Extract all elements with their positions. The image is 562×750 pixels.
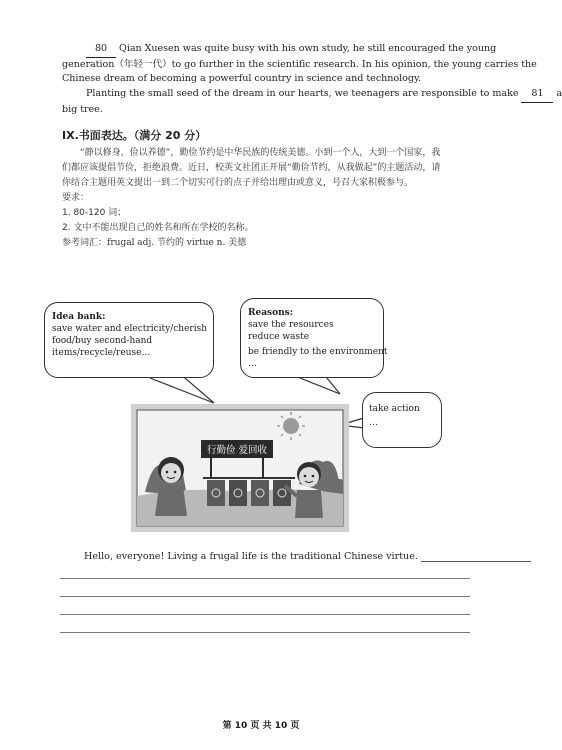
vocabulary-line: 参考词汇：frugal adj. 节约的 virtue n. 美德 bbox=[62, 238, 247, 248]
girl-figure bbox=[155, 457, 187, 516]
prompt-line-1: “静以修身，俭以养德”，勤俭节约是中华民族的传统美德。小到一个人，大到一个国家，我 bbox=[80, 148, 441, 158]
idea-bank-bubble bbox=[44, 302, 214, 378]
answer-line-4[interactable] bbox=[60, 632, 470, 633]
answer-line-1[interactable] bbox=[60, 578, 470, 579]
prompt-line-3: 你结合主题用英文提出一到二个切实可行的点子并给出理由或意义，号召大家积极参与。 bbox=[62, 178, 414, 188]
reading-line-2: generation（年轻一代）to go further in the scientific research. In his opinion, the young carries the bbox=[62, 58, 537, 70]
recycling-illustration bbox=[131, 404, 349, 532]
reason-line-4: … bbox=[248, 359, 257, 369]
reason-line-3: be friendly to the environment bbox=[248, 347, 388, 357]
take-action-more: … bbox=[369, 418, 378, 428]
reading-line-4: Planting the small seed of the dream in our hearts, we teenagers are responsible to make 81 a bbox=[62, 87, 482, 103]
answer-blank-first[interactable] bbox=[421, 561, 531, 562]
idea-bank-title: Idea bank: bbox=[52, 312, 106, 322]
answer-opening-text: Hello, everyone! Living a frugal life is the traditional Chinese virtue. bbox=[84, 551, 418, 562]
reading-line-1: 80 Qian Xuesen was quite busy with his own study, he still encouraged the young bbox=[62, 42, 482, 58]
reasons-title: Reasons: bbox=[248, 308, 294, 318]
take-action-title: take action bbox=[369, 404, 420, 414]
requirements-label: 要求： bbox=[62, 193, 90, 203]
answer-blank-81[interactable]: 81 bbox=[521, 87, 553, 103]
idea-line-2: food/buy second-hand bbox=[52, 336, 153, 346]
idea-line-1: save water and electricity/cherish bbox=[52, 324, 207, 334]
reading-line-5: big tree. bbox=[62, 103, 103, 115]
answer-line-2[interactable] bbox=[60, 596, 470, 597]
reason-line-1: save the resources bbox=[248, 320, 334, 330]
page-number: 第 10 页 共 10 页 bbox=[222, 721, 300, 731]
reading-line-3: Chinese dream of becoming a powerful country in science and technology. bbox=[62, 73, 422, 84]
section-heading: IX.书面表达。（满分 20 分） bbox=[62, 129, 207, 142]
answer-line-3[interactable] bbox=[60, 614, 470, 615]
reasons-bubble bbox=[240, 298, 388, 378]
reason-line-2: reduce waste bbox=[248, 332, 310, 342]
idea-line-3: items/recycle/reuse… bbox=[52, 348, 151, 358]
prompt-line-2: 们都应该提倡节俭，拒绝浪费。近日，校英文社团正开展“勤俭节约，从我做起”的主题活动，请 bbox=[62, 163, 441, 173]
take-action-bubble bbox=[362, 392, 442, 448]
requirement-1: 1. 80-120 词； bbox=[62, 208, 127, 218]
answer-opening-line[interactable] bbox=[84, 551, 470, 562]
sign-text: 行勤俭 爱回收 bbox=[206, 445, 268, 456]
requirement-2: 2. 文中不能出现自己的姓名和所在学校的名称。 bbox=[62, 223, 254, 233]
answer-blank-80[interactable]: 80 bbox=[86, 42, 116, 58]
